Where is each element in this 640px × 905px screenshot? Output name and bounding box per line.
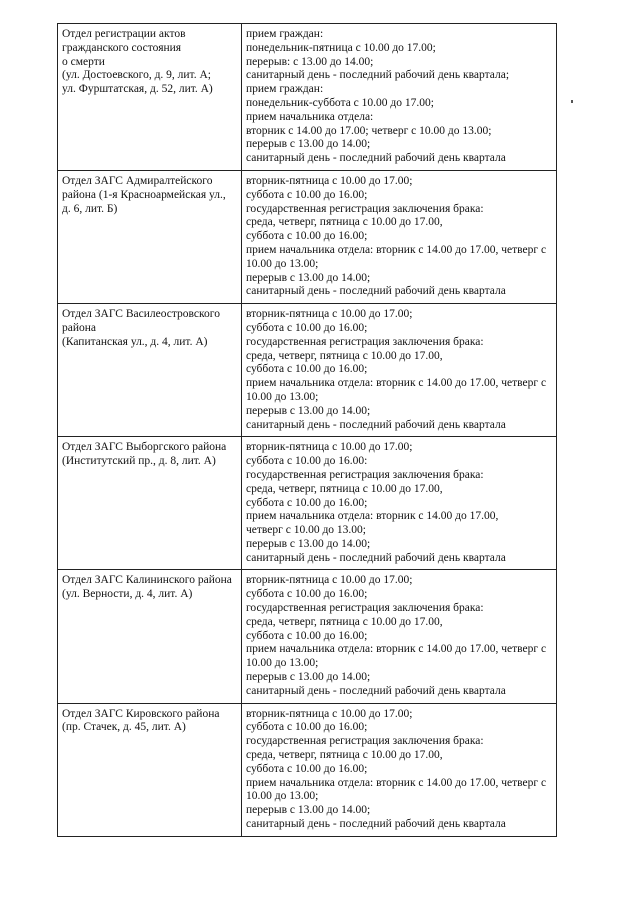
- hours-line: перерыв: с 13.00 до 14.00;: [246, 55, 374, 68]
- office-line: района (1-я Красноармейская ул.,: [62, 188, 226, 201]
- hours-cell: [242, 437, 557, 570]
- hours-line: суббота с 10.00 до 16.00;: [246, 188, 368, 201]
- hours-line: санитарный день - последний рабочий день квартала: [246, 152, 506, 165]
- hours-line: суббота с 10.00 до 16.00;: [246, 496, 368, 509]
- table-row: [58, 703, 557, 836]
- hours-line: суббота с 10.00 до 16.00;: [246, 321, 368, 334]
- hours-line: государственная регистрация заключения брака:: [246, 468, 484, 481]
- office-line: Отдел ЗАГС Калининского района: [62, 574, 232, 587]
- office-line: ул. Фурштатская, д. 52, лит. А): [62, 83, 213, 96]
- hours-line: среда, четверг, пятница с 10.00 до 17.00,: [246, 216, 443, 229]
- office-line: Отдел ЗАГС Василеостровского: [62, 308, 220, 321]
- hours-line: понедельник-суббота с 10.00 до 17.00;: [246, 96, 434, 109]
- hours-line: среда, четверг, пятница с 10.00 до 17.00,: [246, 615, 443, 628]
- hours-line: суббота с 10.00 до 16.00:: [246, 455, 368, 468]
- table-row: [58, 437, 557, 570]
- scan-speck: [571, 100, 573, 103]
- hours-line: вторник-пятница с 10.00 до 17.00;: [246, 441, 413, 454]
- hours-cell: [242, 304, 557, 437]
- hours-line: суббота с 10.00 до 16.00;: [246, 588, 368, 601]
- hours-line: прием начальника отдела:: [246, 110, 374, 123]
- hours-line: понедельник-пятница с 10.00 до 17.00;: [246, 41, 436, 54]
- office-cell: [58, 170, 242, 303]
- hours-line: прием начальника отдела: вторник с 14.00 до 17.00, четверг с 10.00 до 13.00;: [246, 243, 547, 270]
- office-line: (Капитанская ул., д. 4, лит. А): [62, 335, 208, 348]
- hours-line: среда, четверг, пятница с 10.00 до 17.00,: [246, 749, 443, 762]
- hours-line: государственная регистрация заключения брака:: [246, 735, 484, 748]
- hours-line: государственная регистрация заключения брака:: [246, 602, 484, 615]
- hours-line: вторник-пятница с 10.00 до 17.00;: [246, 707, 413, 720]
- hours-line: перерыв с 13.00 до 14.00;: [246, 804, 371, 817]
- office-line: Отдел ЗАГС Кировского района: [62, 707, 220, 720]
- hours-line: санитарный день - последний рабочий день квартала: [246, 818, 506, 831]
- hours-line: перерыв с 13.00 до 14.00;: [246, 671, 371, 684]
- hours-line: перерыв с 13.00 до 14.00;: [246, 404, 371, 417]
- office-line: (Институтский пр., д. 8, лит. А): [62, 455, 216, 468]
- hours-line: суббота с 10.00 до 16.00;: [246, 762, 368, 775]
- hours-line: суббота с 10.00 до 16.00;: [246, 629, 368, 642]
- hours-line: суббота с 10.00 до 16.00;: [246, 363, 368, 376]
- office-line: (ул. Достоевского, д. 9, лит. А;: [62, 69, 211, 82]
- hours-line: перерыв с 13.00 до 14.00;: [246, 537, 371, 550]
- office-cell: [58, 304, 242, 437]
- hours-line: вторник с 14.00 до 17.00; четверг с 10.00 до 13.00;: [246, 124, 492, 137]
- hours-line: вторник-пятница с 10.00 до 17.00;: [246, 574, 413, 587]
- hours-line: санитарный день - последний рабочий день квартала: [246, 551, 506, 564]
- office-line: гражданского состояния: [62, 41, 182, 54]
- hours-line: суббота с 10.00 до 16.00;: [246, 721, 368, 734]
- hours-line: прием начальника отдела: вторник с 14.00 до 17.00, четверг с 10.00 до 13.00;: [246, 377, 547, 403]
- hours-line: среда, четверг, пятница с 10.00 до 17.00,: [246, 482, 443, 495]
- office-cell: [58, 24, 242, 171]
- hours-line: четверг с 10.00 до 13.00;: [246, 524, 366, 537]
- hours-line: санитарный день - последний рабочий день квартала: [246, 418, 506, 431]
- hours-cell: [242, 24, 557, 171]
- office-line: д. 6, лит. Б): [62, 202, 118, 215]
- schedule-table-body: [58, 24, 557, 837]
- table-row: [58, 170, 557, 303]
- hours-line: санитарный день - последний рабочий день квартала: [246, 684, 506, 697]
- hours-line: прием начальника отдела: вторник с 14.00 до 17.00, четверг с 10.00 до 13.00;: [246, 643, 547, 670]
- office-cell: [58, 437, 242, 570]
- registry-offices-schedule-table: [57, 23, 557, 837]
- office-line: (ул. Верности, д. 4, лит. А): [62, 588, 193, 601]
- hours-line: вторник-пятница с 10.00 до 17.00;: [246, 308, 413, 321]
- hours-line: санитарный день - последний рабочий день квартала: [246, 285, 506, 298]
- table-row: [58, 304, 557, 437]
- hours-cell: [242, 170, 557, 303]
- hours-line: государственная регистрация заключения брака:: [246, 335, 484, 348]
- hours-line: прием начальника отдела: вторник с 14.00 до 17.00,: [246, 510, 499, 523]
- office-cell: [58, 703, 242, 836]
- hours-cell: [242, 570, 557, 703]
- hours-line: перерыв с 13.00 до 14.00;: [246, 138, 371, 151]
- table-row: [58, 24, 557, 171]
- office-cell: [58, 570, 242, 703]
- office-line: района: [62, 321, 97, 334]
- office-line: Отдел ЗАГС Адмиралтейского: [62, 174, 213, 187]
- hours-line: прием начальника отдела: вторник с 14.00 до 17.00, четверг с 10.00 до 13.00;: [246, 776, 547, 803]
- hours-line: суббота с 10.00 до 16.00;: [246, 230, 368, 243]
- office-line: о смерти: [62, 55, 105, 68]
- table-row: [58, 570, 557, 703]
- hours-cell: [242, 703, 557, 836]
- hours-line: среда, четверг, пятница с 10.00 до 17.00,: [246, 349, 443, 362]
- office-line: Отдел ЗАГС Выборгского района: [62, 441, 227, 454]
- hours-line: прием граждан:: [246, 83, 324, 96]
- hours-line: санитарный день - последний рабочий день квартала;: [246, 69, 510, 82]
- hours-line: прием граждан:: [246, 28, 324, 40]
- office-line: (пр. Стачек, д. 45, лит. А): [62, 721, 186, 734]
- hours-line: перерыв с 13.00 до 14.00;: [246, 271, 371, 284]
- office-line: Отдел регистрации актов: [62, 28, 186, 40]
- hours-line: вторник-пятница с 10.00 до 17.00;: [246, 174, 413, 187]
- hours-line: государственная регистрация заключения брака:: [246, 202, 484, 215]
